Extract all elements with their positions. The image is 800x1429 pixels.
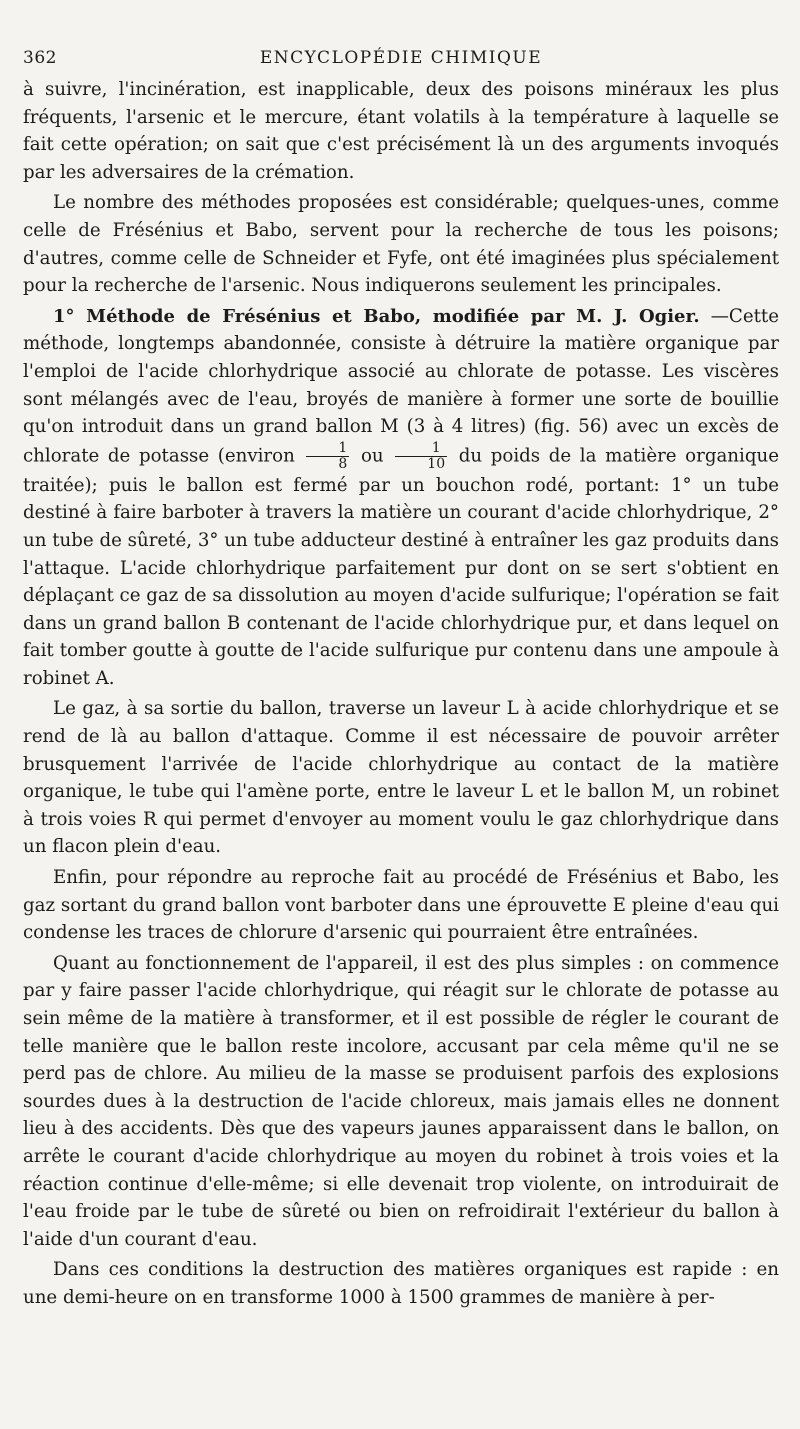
paragraph-6: Quant au fonctionnement de l'appareil, il est des plus simples : on commence par y faire passer l'acide chlorhydrique, qui réagit sur le chlorate de potasse au sein même de la matière à transformer, et il est possible de régler le courant de telle manière que le ballon reste incolore, accusant par cela même qu'il ne se perd pas de chlore. Au milieu de la masse se produisent parfois des explosions sourdes dues à la destruction de l'acide chloreux, mais jamais elles ne donnent lieu à des accidents. Dès que des vapeurs jaunes apparaissent dans le ballon, on arrête le courant d'acide chlorhydrique au moyen du robinet à trois voies et la réaction continue d'elle-même; si elle devenait trop violente, on introduirait de l'eau froide par le tube de sûreté ou bien on refroidirait l'extérieur du ballon à l'aide d'un courant d'eau. (23, 952, 779, 1250)
paragraph-2: Le nombre des méthodes proposées est considérable; quelques-unes, comme celle de Frésénius et Babo, servent pour la recherche de tous les poisons; d'autres, comme celle de Schneider et Fyfe, ont été imaginées plus spécialement pour la recherche de l'arsenic. Nous indiquerons seulement les principales. (23, 192, 779, 297)
fraction-one-eighth (306, 441, 349, 472)
fraction-numerator: 1 (306, 441, 349, 457)
paragraph-1: à suivre, l'incinération, est inapplicable, deux des poisons minéraux les plus fréquents, l'arsenic et le mercure, étant volatils à la température à laquelle se fait cette opération; on sait que c'est précisément là un des arguments invoqués par les adversaires de la crémation. (23, 79, 779, 183)
running-title: ENCYCLOPÉDIE CHIMIQUE (259, 48, 543, 68)
fraction-denominator: 10 (427, 455, 446, 472)
fraction-denominator: 8 (338, 455, 348, 472)
paragraph-3 (23, 303, 779, 693)
paragraph-5: Enfin, pour répondre au reproche fait au procédé de Frésénius et Babo, les gaz sortant du grand ballon vont barboter dans une éprouvette E pleine d'eau qui condense les traces de chlorure d'arsenic qui pourraient être entraînées. (23, 867, 779, 944)
page-number: 362 (23, 48, 57, 68)
word-ou: ou (360, 445, 384, 467)
body-text (23, 76, 779, 1312)
paragraph-4: Le gaz, à sa sortie du ballon, traverse un laveur L à acide chlorhydrique et se rend de là au ballon d'attaque. Comme il est nécessaire de pouvoir arrêter brusquement l'arrivée de l'acide chlorhydrique au contact de la matière organique, le tube qui l'amène porte, entre le laveur L et le ballon M, un robinet à trois voies R qui permet d'envoyer au moment voulu le gaz chlorhydrique dans un flacon plein d'eau. (23, 698, 779, 858)
paragraph-3-text-b: du poids de la matière organique traitée); puis le ballon est fermé par un bouchon rodé, portant: 1° un tube destiné à faire barboter à travers la matière un courant d'acide chlorhydrique, 2° un tube de sûreté, 3° un tube adducteur destiné à entraîner les gaz produits dans l'attaque. L'acide chlorhydrique parfaitement pur dont on se sert s'obtient en déplaçant ce gaz de sa dissolution au moyen d'acide sulfurique; l'opération se fait dans un grand ballon B contenant de l'acide chlorhydrique pur, et dans lequel on fait tomber goutte à goutte de l'acide sulfurique pur contenu dans une ampoule à robinet A. (23, 445, 779, 689)
paragraph-3-text-a: —Cette méthode, longtemps abandonnée, consiste à détruire la matière organique par l'emploi de l'acide chlorhydrique associé au chlorate de potasse. Les viscères sont mélangés avec de l'eau, broyés de manière à former une sorte de bouillie qu'on introduit dans un grand ballon M (3 à 4 litres) (fig. 56) avec un excès de chlorate de potasse (environ (23, 305, 779, 467)
fraction-numerator: 1 (395, 441, 447, 457)
fraction-one-tenth (395, 441, 447, 472)
running-header (23, 48, 779, 76)
paragraph-7: Dans ces conditions la destruction des matières organiques est rapide : en une demi-heure on en transforme 1000 à 1500 grammes de manière à per- (23, 1259, 779, 1308)
section-heading: 1° Méthode de Frésénius et Babo, modifiée par M. J. Ogier. (53, 305, 700, 327)
